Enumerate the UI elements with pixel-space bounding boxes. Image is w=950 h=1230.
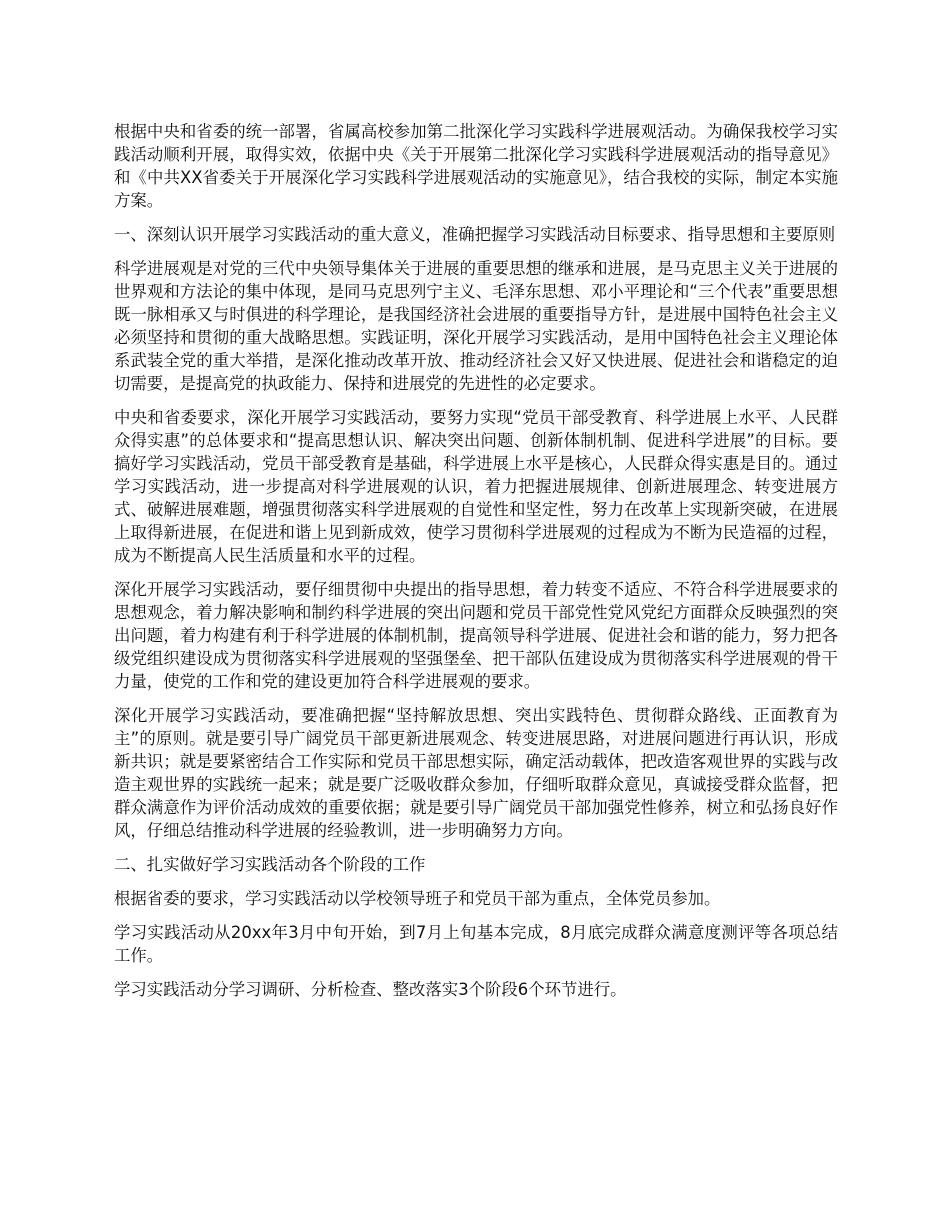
intro-paragraph: 根据中央和省委的统一部署，省属高校参加第二批深化学习实践科学进展观活动。为确保我校学习实践活动顺利开展，取得实效，依据中央《关于开展第二批深化学习实践科学进展观活动的指导意见》和《中共XX省委关于开展深化学习实践科学进展观活动的实施意见》，结合我校的实际，制定本实施方案。 (114, 122, 838, 210)
document-body (114, 120, 838, 1012)
body-paragraph: 根据省委的要求，学习实践活动以学校领导班子和党员干部为重点，全体党员参加。 (114, 889, 721, 908)
body-paragraph: 深化开展学习实践活动，要仔细贯彻中央提出的指导思想，着力转变不适应、不符合科学进展要求的思想观念，着力解决影响和制约科学进展的突出问题和党员干部党性党风党纪方面群众反映强烈的突出问题，着力构建有利于科学进展的体制机制，提高领导科学进展、促进社会和谐的能力，努力把各级党组织建设成为贯彻落实科学进展观的坚强堡垒、把干部队伍建设成为贯彻落实科学进展观的骨干力量，使党的工作和党的建设更加符合科学进展观的要求。 (114, 580, 838, 691)
body-paragraph: 中央和省委要求，深化开展学习实践活动，要努力实现“党员干部受教育、科学进展上水平、人民群众得实惠”的总体要求和“提高思想认识、解决突出问题、创新体制机制、促进科学进展”的目标。要搞好学习实践活动，党员干部受教育是基础，科学进展上水平是核心，人民群众得实惠是目的。通过学习实践活动，进一步提高对科学进展观的认识，着力把握进展规律、创新进展理念、转变进展方式、破解进展难题，增强贯彻落实科学进展观的自觉性和坚定性，努力在改革上实现新突破，在进展上取得新进展，在促进和谐上见到新成效，使学习贯彻科学进展观的过程成为不断为民造福的过程，成为不断提高人民生活质量和水平的过程。 (114, 408, 838, 565)
body-paragraph: 深化开展学习实践活动，要准确把握“坚持解放思想、突出实践特色、贯彻群众路线、正面教育为主”的原则。就是要引导广阔党员干部更新进展观念、转变进展思路，对进展问题进行再认识，形成新共识；就是要紧密结合工作实际和党员干部思想实际，确定活动载体，把改造客观世界的实践与改造主观世界的实践统一起来；就是要广泛吸收群众参加，仔细听取群众意见，真诚接受群众监督，把群众满意作为评价活动成效的重要依据；就是要引导广阔党员干部加强党性修养，树立和弘扬良好作风，仔细总结推动科学进展的经验教训，进一步明确努力方向。 (114, 706, 838, 840)
body-paragraph: 科学进展观是对党的三代中央领导集体关于进展的重要思想的继承和进展，是马克思主义关于进展的世界观和方法论的集中体现，是同马克思列宁主义、毛泽东思想、邓小平理论和“三个代表”重要思想既一脉相承又与时俱进的科学理论，是我国经济社会进展的重要指导方针，是进展中国特色社会主义必须坚持和贯彻的重大战略思想。实践证明，深化开展学习实践活动，是用中国特色社会主义理论体系武装全党的重大举措，是深化推动改革开放、推动经济社会又好又快进展、促进社会和谐稳定的迫切需要，是提高党的执政能力、保持和进展党的先进性的必定要求。 (114, 259, 838, 393)
body-paragraph: 学习实践活动从20xx年3月中旬开始，到7月上旬基本完成，8月底完成群众满意度测评等各项总结工作。 (114, 923, 838, 965)
body-paragraph: 学习实践活动分学习调研、分析检查、整改落实3个阶段6个环节进行。 (114, 980, 627, 999)
section-heading-1: 一、深刻认识开展学习实践活动的重大意义，准确把握学习实践活动目标要求、指导思想和主要原则 (114, 225, 836, 244)
section-heading-2: 二、扎实做好学习实践活动各个阶段的工作 (114, 855, 426, 874)
